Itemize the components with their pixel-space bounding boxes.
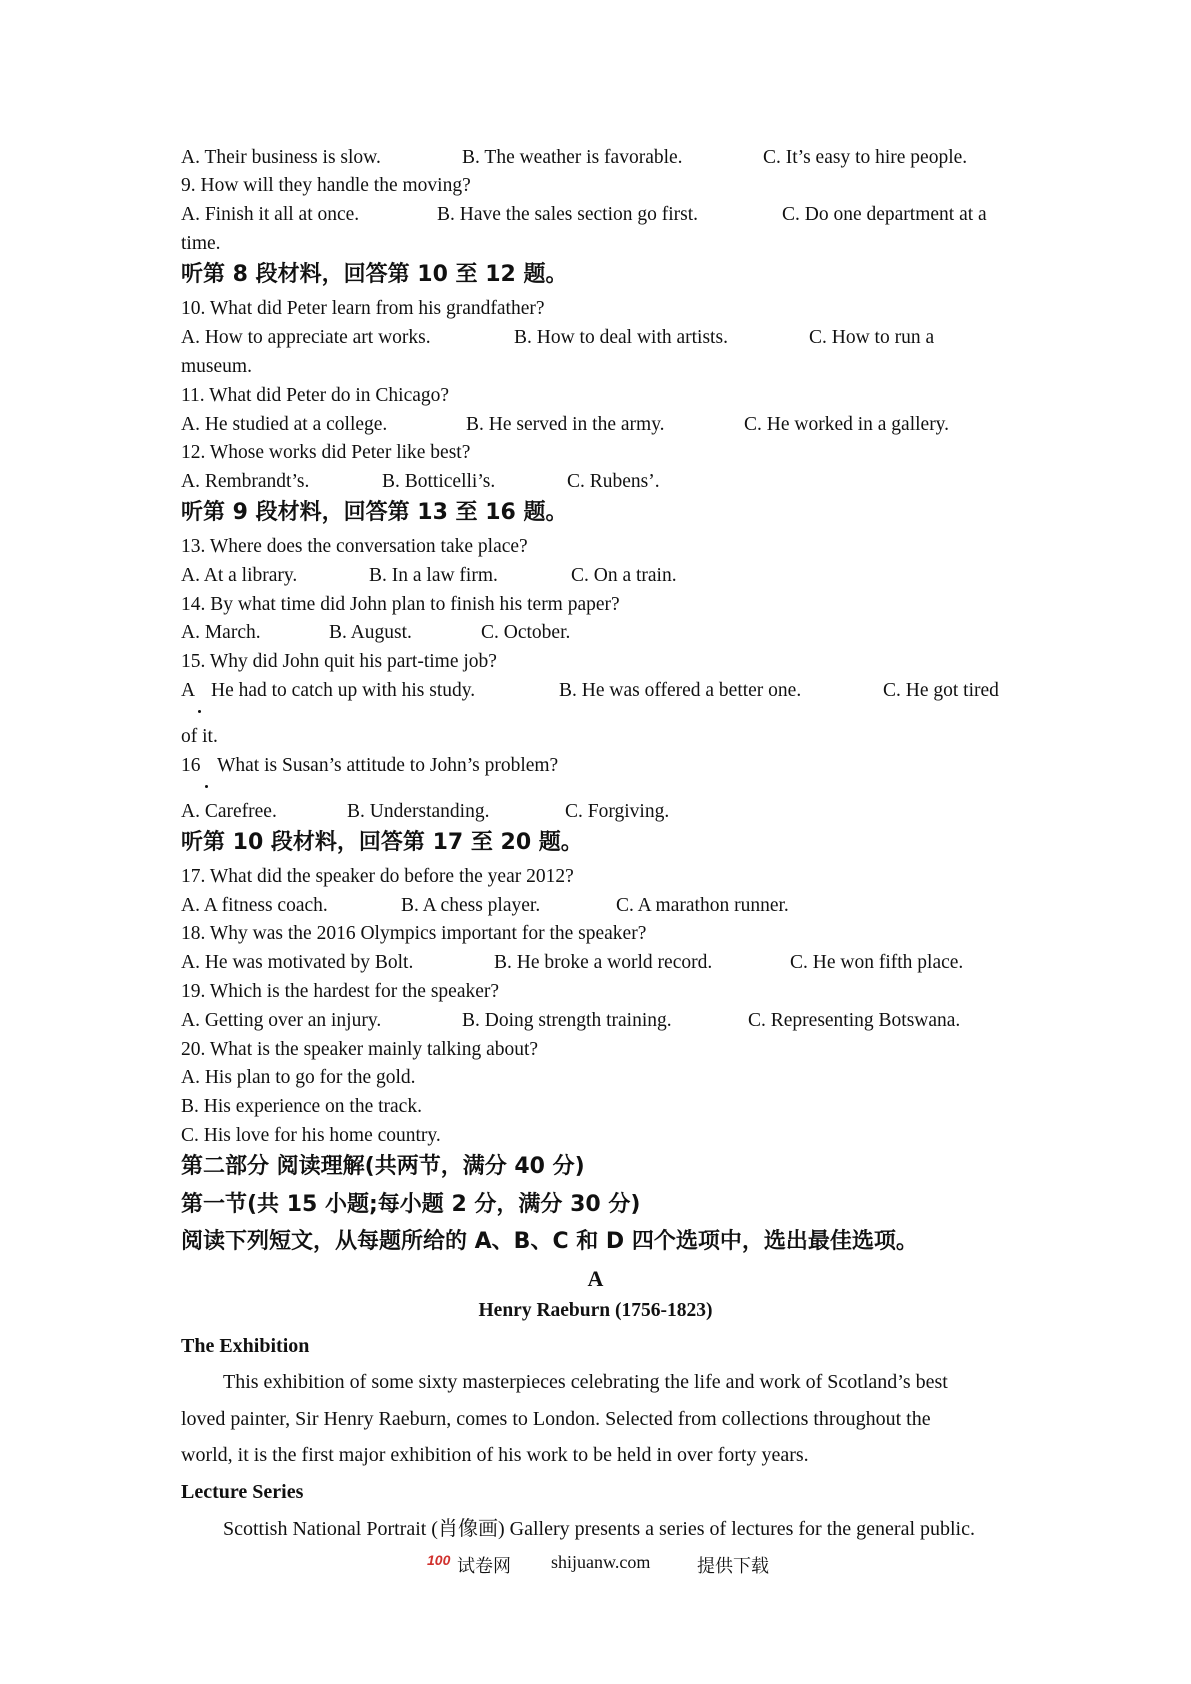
q17-option-a: A. A fitness coach. (181, 895, 328, 916)
q10-option-c: C. How to run a (809, 327, 935, 348)
q16-option-c: C. Forgiving. (565, 801, 670, 822)
q13-question: 13. Where does the conversation take place? (181, 536, 528, 557)
q13-option-a: A. At a library. (181, 565, 298, 586)
q11-option-b: B. He served in the army. (466, 414, 665, 435)
q19-question: 19. Which is the hardest for the speaker? (181, 981, 500, 1002)
q18-option-c: C. He won fifth place. (790, 952, 964, 973)
q9-option-a: A. Finish it all at once. (181, 204, 360, 225)
q10-continuation: museum. (181, 356, 252, 377)
q16-number: 16 (181, 755, 201, 776)
q15-option-a-text: He had to catch up with his study. (211, 680, 476, 701)
q9-option-b: B. Have the sales section go first. (437, 204, 699, 225)
q12-question: 12. Whose works did Peter like best? (181, 442, 471, 463)
section9-header: 听第 9 段材料，回答第 13 至 16 题。 (181, 500, 568, 525)
q12-option-a: A. Rembrandt’s. (181, 471, 310, 492)
q9-question: 9. How will they handle the moving? (181, 175, 471, 196)
q18-option-a: A. He was motivated by Bolt. (181, 952, 414, 973)
q17-option-c: C. A marathon runner. (616, 895, 789, 916)
q14-option-b: B. August. (329, 622, 412, 643)
lecture-series-subheading: Lecture Series (181, 1481, 304, 1503)
q8-option-c: C. It’s easy to hire people. (763, 147, 968, 168)
q15-option-b: B. He was offered a better one. (559, 680, 802, 701)
q12-option-b: B. Botticelli’s. (382, 471, 496, 492)
q16-period-dot (205, 785, 208, 788)
para1-line1: This exhibition of some sixty masterpieces celebrating the life and work of Scotland’s best (223, 1371, 948, 1393)
q11-option-c: C. He worked in a gallery. (744, 414, 950, 435)
exhibition-subheading: The Exhibition (181, 1335, 310, 1357)
q18-option-b: B. He broke a world record. (494, 952, 713, 973)
q14-option-c: C. October. (481, 622, 571, 643)
part2-header: 第二部分 阅读理解(共两节，满分 40 分) (181, 1154, 585, 1179)
q8-option-b: B. The weather is favorable. (462, 147, 683, 168)
q11-option-a: A. He studied at a college. (181, 414, 388, 435)
q17-option-b: B. A chess player. (401, 895, 541, 916)
passage-letter: A (587, 1266, 604, 1291)
footer-download-note: 提供下载 (697, 1556, 769, 1576)
q18-question: 18. Why was the 2016 Olympics important for the speaker? (181, 923, 647, 944)
part2-section1-header: 第一节(共 15 小题;每小题 2 分，满分 30 分) (181, 1192, 641, 1217)
q10-question: 10. What did Peter learn from his grandfather? (181, 298, 545, 319)
q15-question: 15. Why did John quit his part-time job? (181, 651, 497, 672)
q15-option-c: C. He got tired (883, 680, 999, 701)
q15-continuation: of it. (181, 726, 218, 747)
q12-option-c: C. Rubens’. (567, 471, 660, 492)
passage-title: Henry Raeburn (1756-1823) (478, 1300, 713, 1321)
q14-option-a: A. March. (181, 622, 261, 643)
site-logo-100: 100 (427, 1552, 451, 1568)
q20-question: 20. What is the speaker mainly talking about? (181, 1039, 539, 1060)
footer-domain: shijuanw.com (551, 1552, 651, 1572)
footer-site-name: 试卷网 (457, 1556, 511, 1576)
q19-option-a: A. Getting over an injury. (181, 1010, 382, 1031)
section8-header: 听第 8 段材料，回答第 10 至 12 题。 (181, 262, 568, 287)
para1-line3: world, it is the first major exhibition of his work to be held in over forty years. (181, 1444, 809, 1466)
q16-option-a: A. Carefree. (181, 801, 277, 822)
section10-header: 听第 10 段材料，回答第 17 至 20 题。 (181, 830, 583, 855)
q20-option-b: B. His experience on the track. (181, 1096, 422, 1117)
q15-option-a-letter: A (181, 680, 196, 701)
q20-option-c: C. His love for his home country. (181, 1125, 441, 1146)
q10-option-a: A. How to appreciate art works. (181, 327, 431, 348)
q17-question: 17. What did the speaker do before the year 2012? (181, 866, 574, 887)
q20-option-a: A. His plan to go for the gold. (181, 1067, 416, 1088)
part2-instruction: 阅读下列短文，从每题所给的 A、B、C 和 D 四个选项中，选出最佳选项。 (181, 1229, 918, 1254)
q11-question: 11. What did Peter do in Chicago? (181, 385, 450, 406)
q19-option-b: B. Doing strength training. (462, 1010, 672, 1031)
q13-option-b: B. In a law firm. (369, 565, 498, 586)
para2-line1: Scottish National Portrait (肖像画) Gallery presents a series of lectures for the general public. (223, 1518, 975, 1540)
q10-option-b: B. How to deal with artists. (514, 327, 728, 348)
q9-continuation: time. (181, 233, 221, 254)
q9-option-c: C. Do one department at a (782, 204, 987, 225)
q13-option-c: C. On a train. (571, 565, 677, 586)
q8-option-a: A. Their business is slow. (181, 147, 381, 168)
q16-text: What is Susan’s attitude to John’s problem? (217, 755, 559, 776)
q14-question: 14. By what time did John plan to finish his term paper? (181, 594, 620, 615)
q19-option-c: C. Representing Botswana. (748, 1010, 961, 1031)
q15-period-dot (198, 710, 201, 713)
q16-option-b: B. Understanding. (347, 801, 490, 822)
para1-line2: loved painter, Sir Henry Raeburn, comes to London. Selected from collections throughout the (181, 1408, 931, 1430)
